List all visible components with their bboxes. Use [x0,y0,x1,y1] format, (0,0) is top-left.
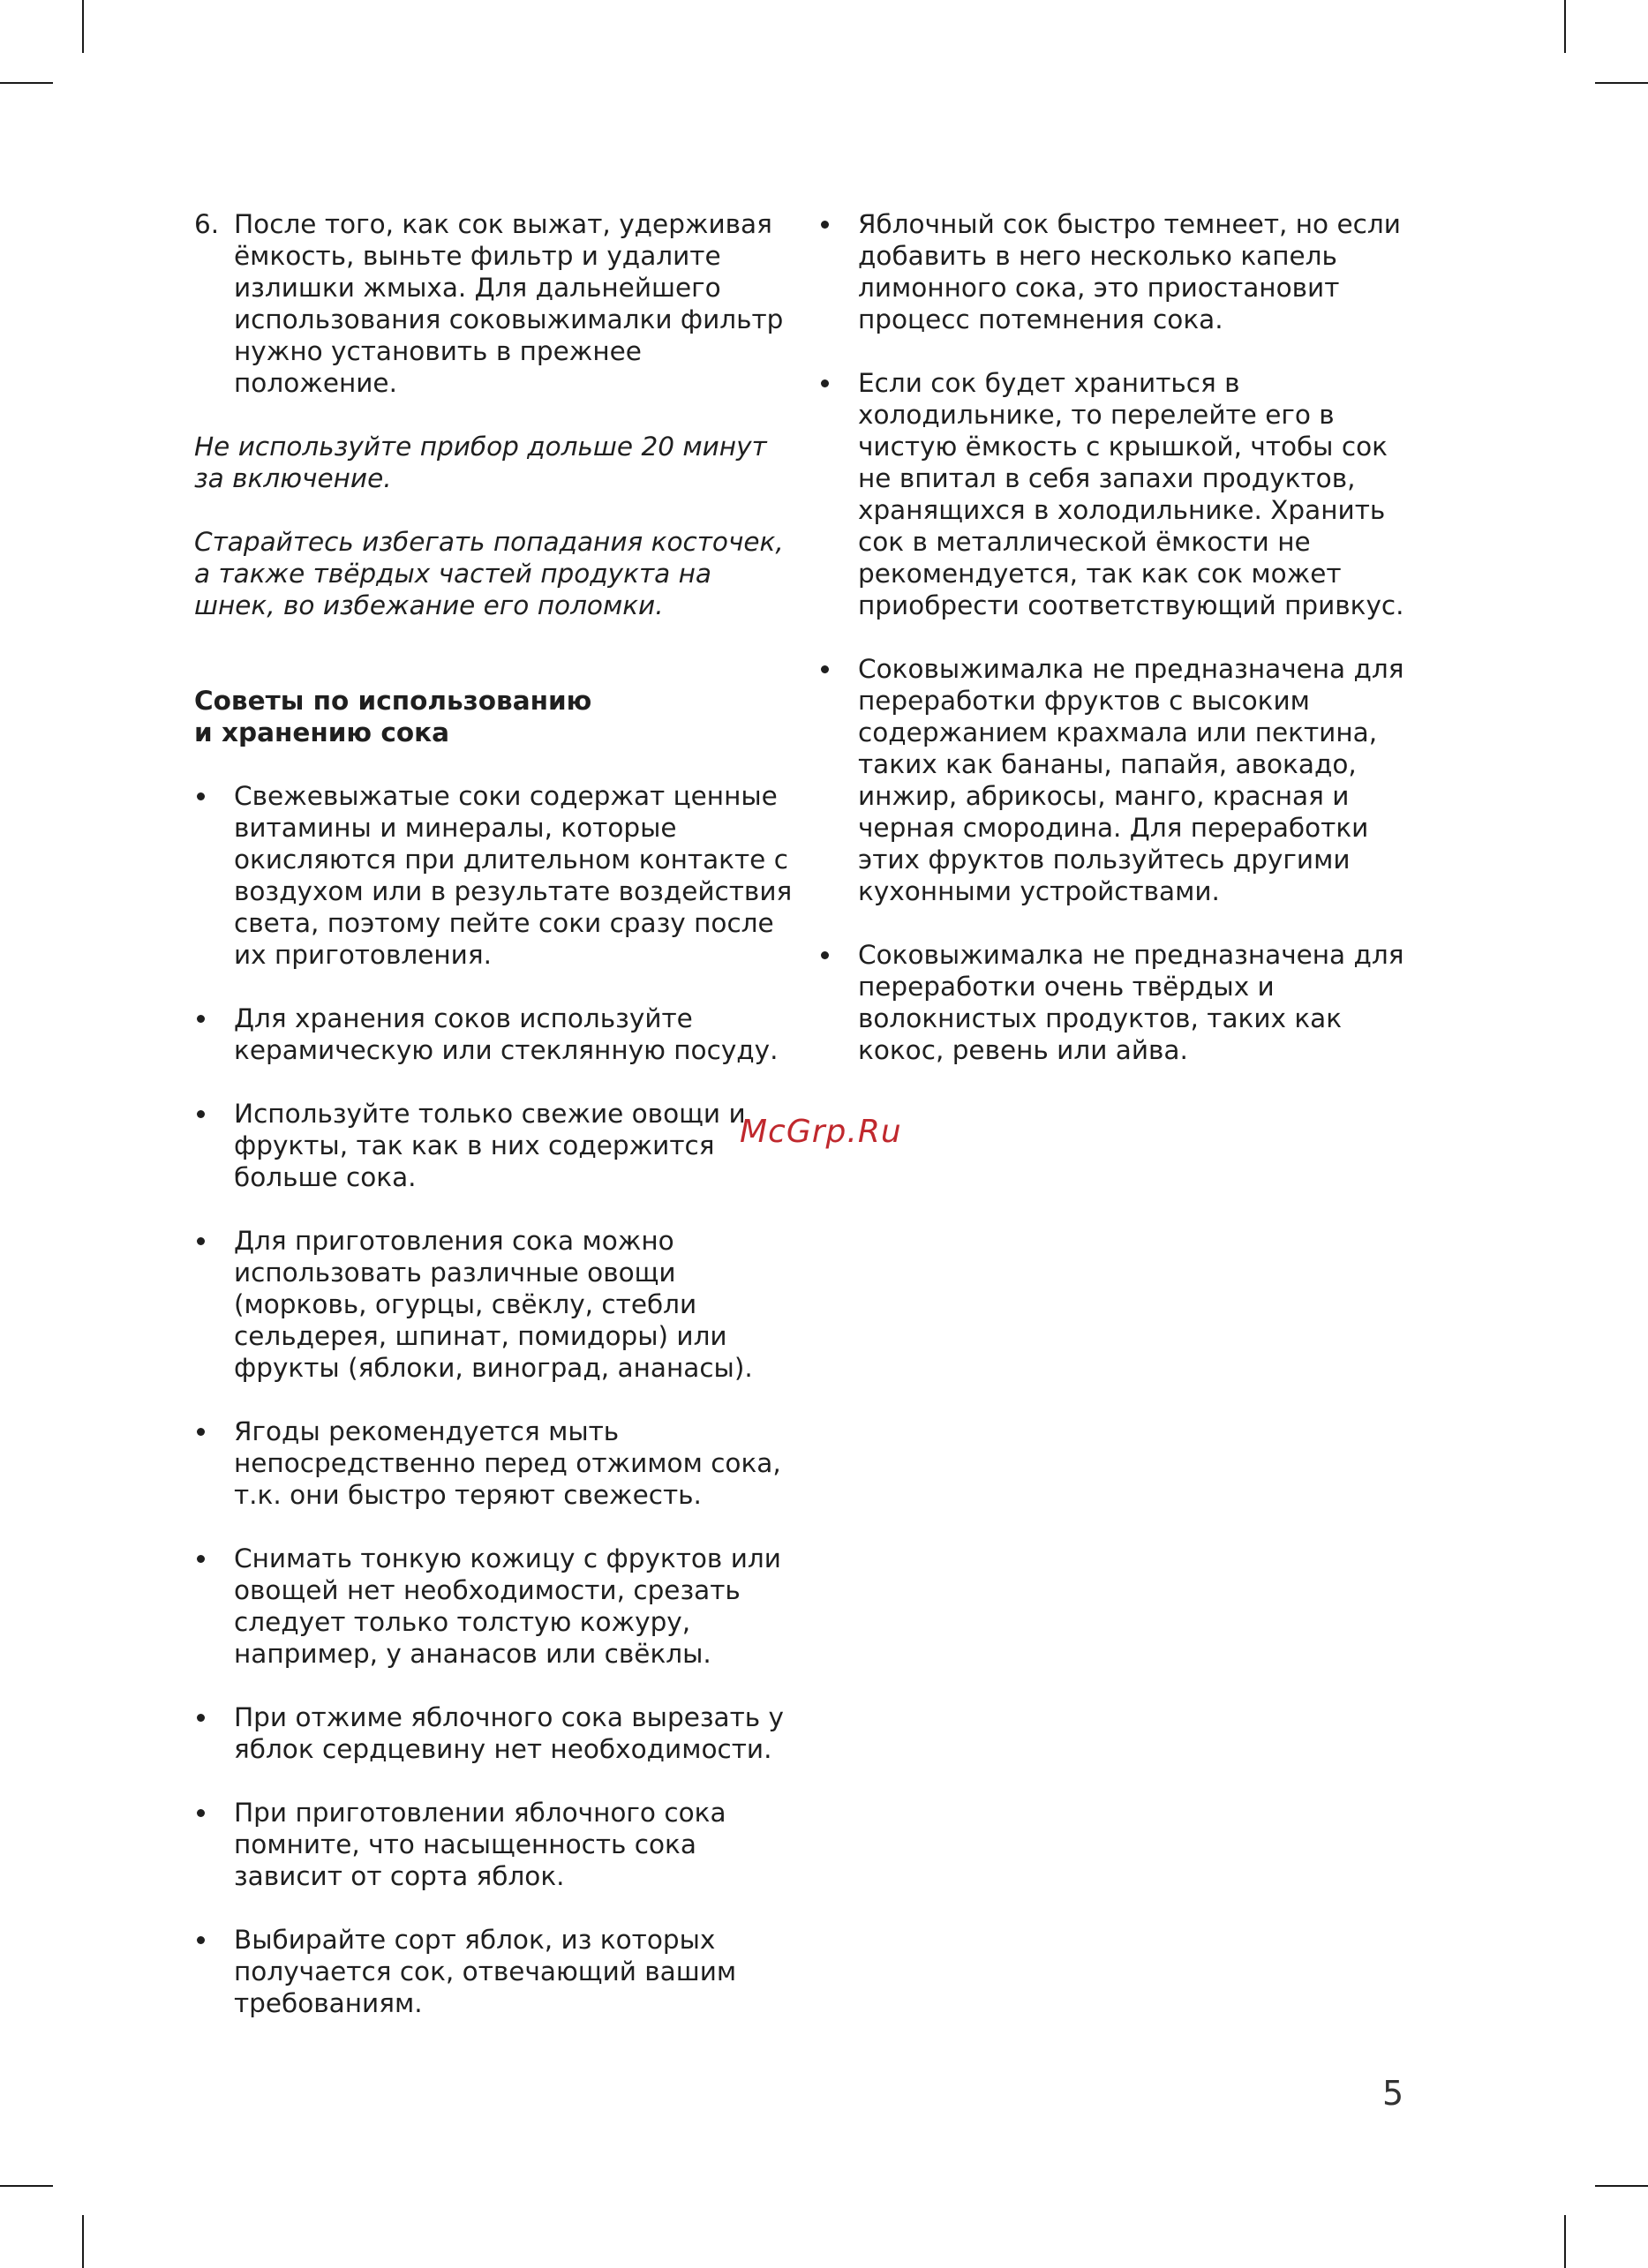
crop-mark [1564,0,1566,53]
tip-text: Если сок будет храниться в холодильнике, то перелейте его в чистую ёмкость с крышкой, чтобы сок не впитал в себя запахи продуктов, хранящихся в холодильнике. Хранить сок в металлической ёмкости не рекомендуется, так как сок может приобрести соответствующий привкус. [858,368,1404,620]
bullet-icon [197,792,205,800]
tip-text: Для хранения соков используйте керамическую или стеклянную посуду. [234,1003,779,1065]
tip-item [194,1543,794,1670]
tip-text: При отжиме яблочного сока вырезать у яблок сердцевину нет необходимости. [234,1702,785,1764]
tip-text: Для приготовления сока можно использовать различные овощи (морковь, огурцы, свёклу, стебли сельдерея, шпинат, помидоры) или фрукты (яблоки, виноград, ананасы). [234,1226,753,1383]
tip-item [818,367,1418,621]
crop-mark [1595,82,1648,84]
tip-item [194,780,794,971]
right-column [818,208,1418,1098]
tip-text: Яблочный сок быстро темнеет, но если добавить в него несколько капель лимонного сока, это приостановит процесс потемнения сока. [858,209,1401,334]
bullet-icon [821,665,829,673]
crop-mark [0,82,53,84]
crop-mark [1564,2215,1566,2268]
tip-item [194,1003,794,1066]
crop-mark [82,0,84,53]
tip-item [194,1098,794,1193]
watermark: McGrp.Ru [740,1114,902,1150]
page-number: 5 [1382,2074,1404,2113]
tip-item [194,1225,794,1384]
crop-mark [82,2215,84,2268]
crop-mark [1595,2185,1648,2187]
bullet-icon [197,1110,205,1118]
left-column [194,208,794,2051]
bullet-icon [197,1237,205,1245]
step-item [194,208,794,399]
tip-item [194,1701,794,1765]
tip-text: Снимать тонкую кожицу с фруктов или овощей нет необходимости, срезать следует только толстую кожуру, например, у ананасов или свёклы. [234,1543,781,1669]
tip-text: Соковыжималка не предназначена для переработки фруктов с высоким содержанием крахмала или пектина, таких как бананы, папайя, авокадо, инжир, абрикосы, манго, красная и черная смородина. Для переработки этих фруктов пользуйтесь другими кухонными устройствами. [858,654,1404,906]
tip-text: Соковыжималка не предназначена для переработки очень твёрдых и волокнистых продуктов, таких как кокос, ревень или айва. [858,940,1404,1065]
bullet-icon [197,1015,205,1023]
tip-item [194,1924,794,2019]
crop-mark [0,2185,53,2187]
bullet-icon [821,951,829,959]
tip-text: При приготовлении яблочного сока помните, что насыщенность сока зависит от сорта яблок. [234,1798,726,1891]
step-number: 6. [194,209,220,239]
bullet-icon [821,221,829,229]
tip-text: Свежевыжатые соки содержат ценные витамины и минералы, которые окисляются при длительном контакте с воздухом или в результате воздействия света, поэтому пейте соки сразу после их приготовления. [234,781,793,970]
bullet-icon [197,1714,205,1722]
tip-item [818,939,1418,1066]
section-heading: Советы по использованию и хранению сока [194,686,592,747]
tip-text: Выбирайте сорт яблок, из которых получается сок, отвечающий вашим требованиям. [234,1925,737,2018]
tip-item [194,1797,794,1892]
bullet-icon [197,1555,205,1563]
tip-text: Используйте только свежие овощи и фрукты, так как в них содержится больше сока. [234,1099,746,1192]
bullet-icon [197,1809,205,1817]
tip-item [194,1416,794,1511]
tip-item [818,653,1418,907]
step-text: После того, как сок выжат, удерживая ёмкость, выньте фильтр и удалите излишки жмыха. Для дальнейшего использования соковыжималки фильтр нужно установить в прежнее положение. [234,209,784,398]
bullet-icon [197,1428,205,1436]
bullet-icon [821,379,829,387]
note: Не используйте прибор дольше 20 минут за включение. [194,432,767,493]
bullet-icon [197,1936,205,1944]
tip-item [818,208,1418,335]
tip-text: Ягоды рекомендуется мыть непосредственно перед отжимом сока, т.к. они быстро теряют свежесть. [234,1416,781,1510]
note: Старайтесь избегать попадания косточек, а также твёрдых частей продукта на шнек, во избежание его поломки. [194,527,784,620]
